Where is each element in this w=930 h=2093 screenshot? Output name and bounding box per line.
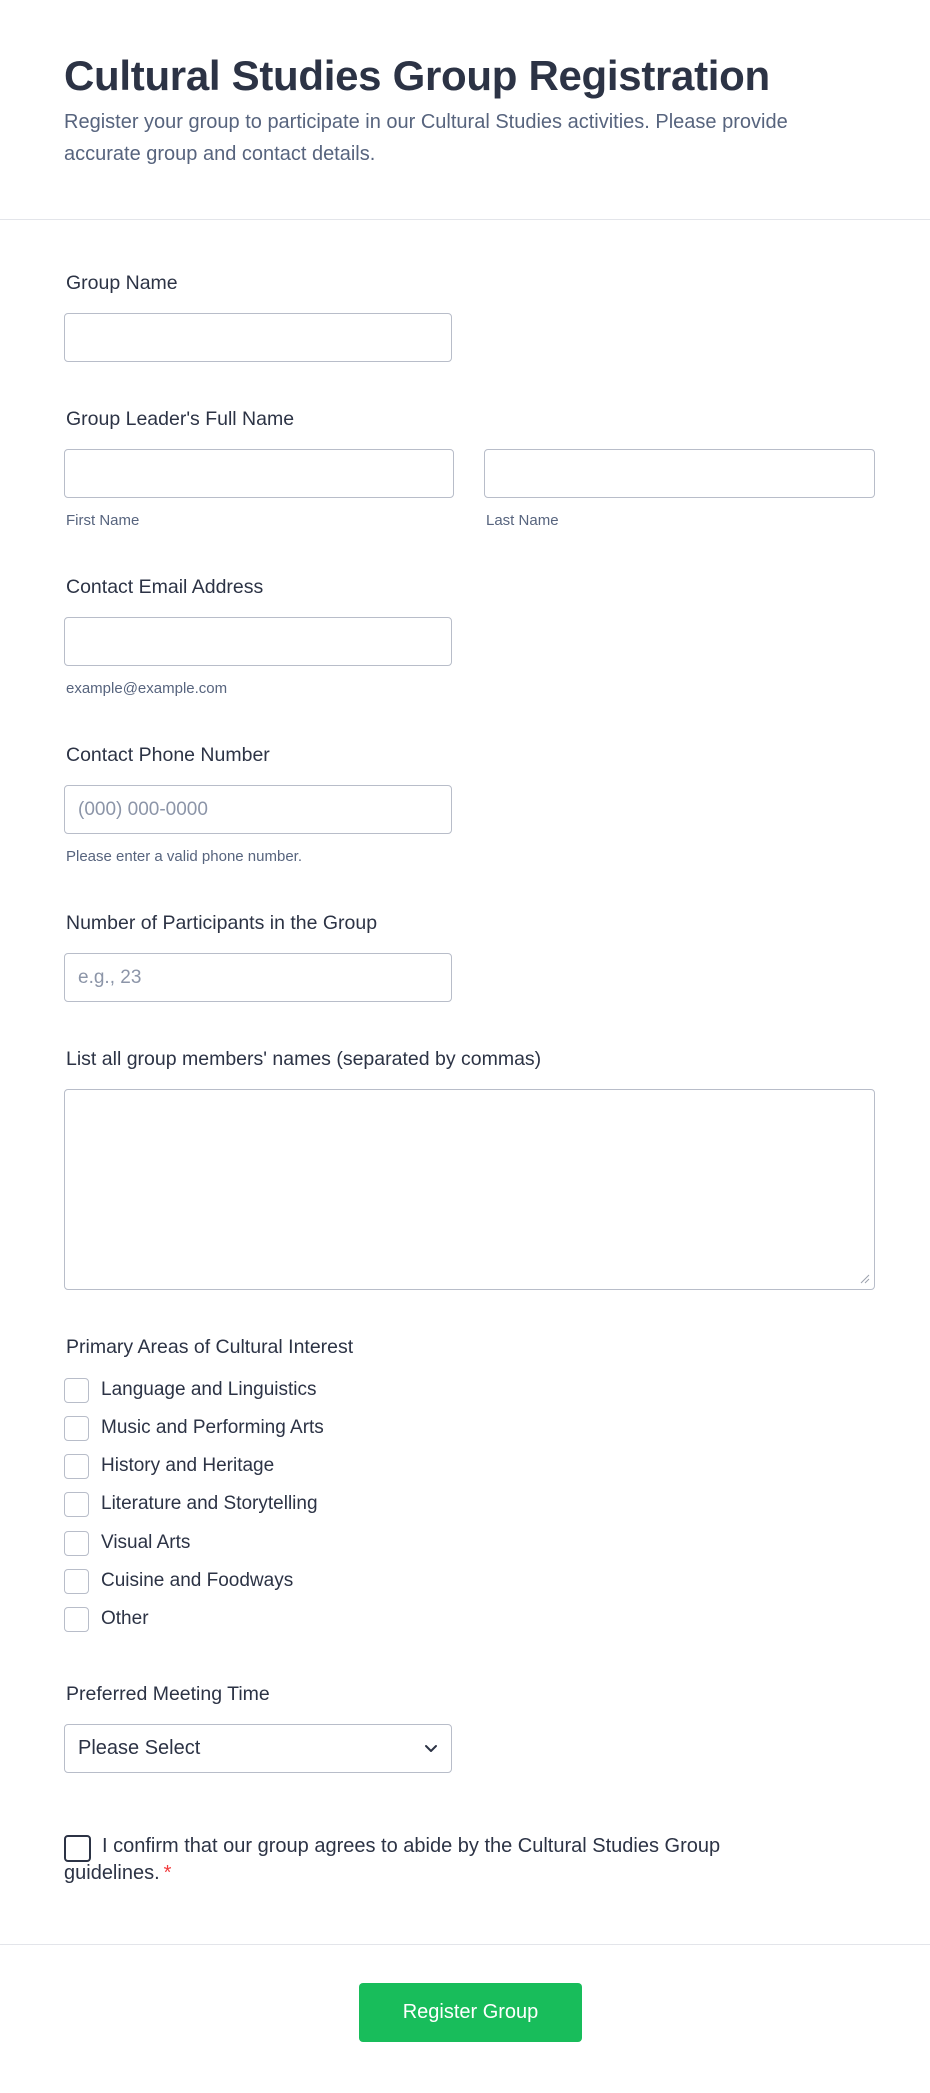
page-subtitle: Register your group to participate in our Cultural Studies activities. Please provide accurate group and contact details. — [64, 111, 788, 165]
members-textarea[interactable] — [64, 1089, 875, 1290]
checkbox-label: Music and Performing Arts — [101, 1417, 324, 1438]
phone-label: Contact Phone Number — [66, 744, 270, 766]
interest-option-other[interactable] — [64, 1606, 149, 1632]
checkbox-label: Language and Linguistics — [101, 1379, 317, 1400]
checkbox[interactable] — [64, 1378, 89, 1403]
last-name-input[interactable] — [484, 449, 875, 498]
interest-option-literature[interactable] — [64, 1491, 318, 1517]
resize-grip-icon[interactable] — [860, 1274, 870, 1284]
members-label: List all group members' names (separated by commas) — [66, 1048, 542, 1070]
participants-label: Number of Participants in the Group — [66, 912, 378, 934]
page-title: Cultural Studies Group Registration — [64, 52, 770, 99]
email-label: Contact Email Address — [66, 576, 264, 598]
checkbox[interactable] — [64, 1416, 89, 1441]
checkbox[interactable] — [64, 1607, 89, 1632]
required-mark: * — [163, 1862, 172, 1884]
leader-name-label: Group Leader's Full Name — [66, 408, 295, 430]
phone-sublabel: Please enter a valid phone number. — [66, 848, 302, 865]
interest-option-cuisine[interactable] — [64, 1568, 293, 1594]
select-value: Please Select — [78, 1737, 201, 1759]
checkbox-label: Other — [101, 1608, 149, 1629]
checkbox[interactable] — [64, 1454, 89, 1479]
group-name-input[interactable] — [64, 313, 452, 362]
checkbox-label: History and Heritage — [101, 1455, 275, 1476]
divider — [0, 1944, 930, 1945]
checkbox-label: Cuisine and Foodways — [101, 1570, 294, 1591]
first-name-sublabel: First Name — [66, 512, 140, 529]
confirm-label — [64, 1833, 804, 1887]
interest-option-music[interactable] — [64, 1415, 324, 1441]
meeting-time-select[interactable] — [64, 1724, 452, 1773]
form-header — [0, 0, 930, 220]
interest-option-history[interactable] — [64, 1453, 274, 1479]
interest-option-visual-arts[interactable] — [64, 1530, 190, 1556]
participants-input[interactable] — [64, 953, 452, 1002]
meeting-time-label: Preferred Meeting Time — [66, 1683, 270, 1705]
interest-option-language[interactable] — [64, 1377, 317, 1403]
confirm-text: I confirm that our group agrees to abide by the Cultural Studies Group guidelines. — [64, 1835, 721, 1884]
checkbox-label: Literature and Storytelling — [101, 1493, 318, 1514]
chevron-down-icon — [423, 1742, 439, 1756]
last-name-sublabel: Last Name — [486, 512, 559, 529]
first-name-input[interactable] — [64, 449, 454, 498]
checkbox[interactable] — [64, 1531, 89, 1556]
register-group-button[interactable]: Register Group — [359, 1983, 582, 2042]
interests-label: Primary Areas of Cultural Interest — [66, 1336, 354, 1358]
checkbox[interactable] — [64, 1569, 89, 1594]
checkbox[interactable] — [64, 1492, 89, 1517]
phone-input[interactable] — [64, 785, 452, 834]
group-name-label: Group Name — [66, 272, 178, 294]
email-sublabel: example@example.com — [66, 680, 228, 697]
checkbox-label: Visual Arts — [101, 1532, 191, 1553]
email-input[interactable] — [64, 617, 452, 666]
